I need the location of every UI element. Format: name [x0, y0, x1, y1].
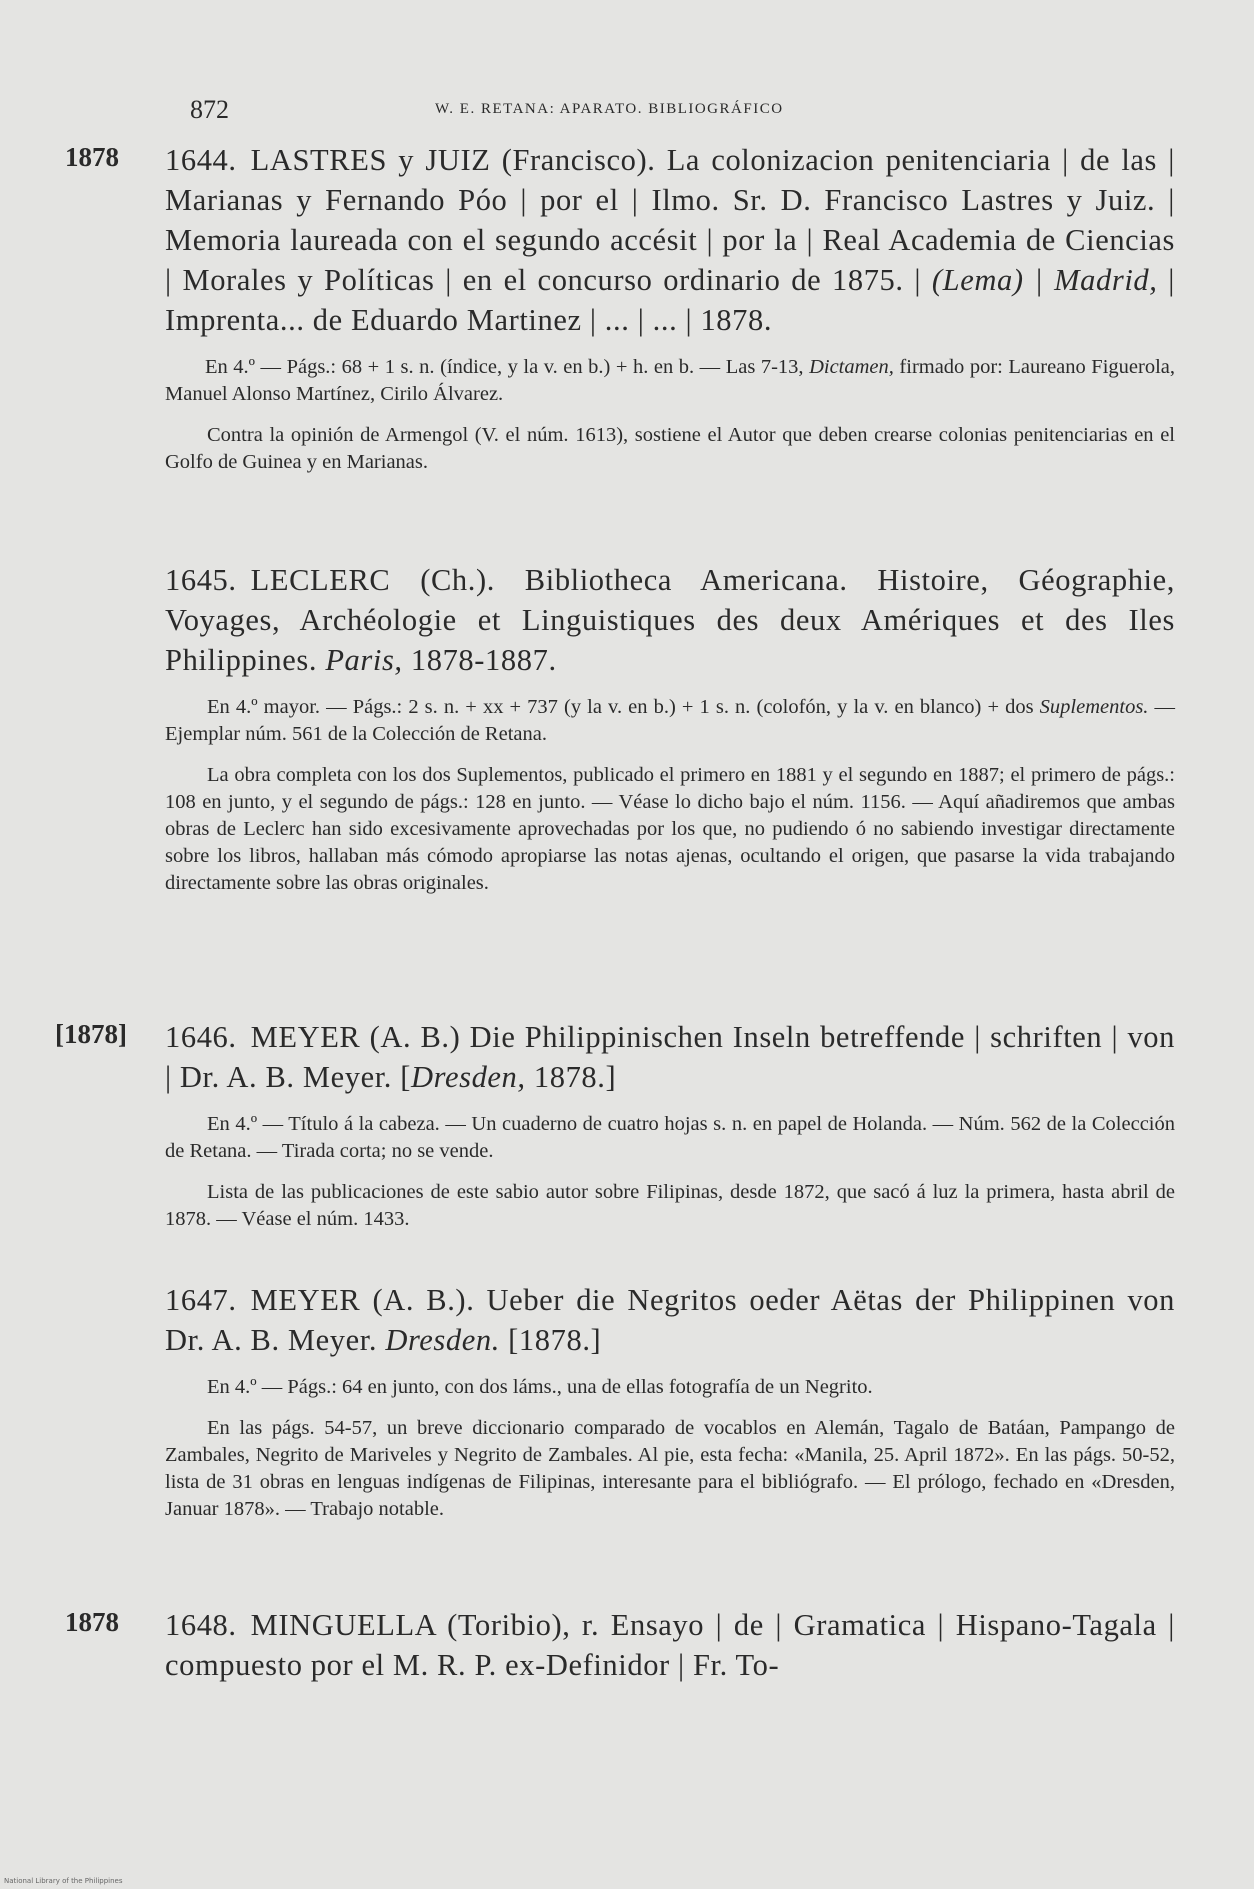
entry-title [165, 560, 1175, 680]
entry-title [165, 140, 1175, 340]
entry-title-italic: (Lema) | Madrid, [931, 263, 1158, 297]
entry-title-tail: | Imprenta... de Eduardo Martinez | ... | ... | 1878. [165, 263, 1175, 337]
entry-1645 [165, 560, 1175, 897]
entry-1646 [55, 1017, 1175, 1233]
entry-title-text: LECLERC (Ch.). Bibliotheca Americana. Histoire, Géographie, Voyages, Archéologie et Linguistiques des deux Amériques et des Iles Philippines. [165, 563, 1175, 677]
entry-1644 [65, 140, 1175, 476]
entry-number: 1644. [165, 143, 237, 177]
entry-number: 1648. [165, 1608, 237, 1642]
entry-description: En 4.º mayor. — Págs.: 2 s. n. + xx + 737 (y la v. en b.) + 1 s. n. (colofón, y la v. en blanco) + dos Suplementos. — Ejemplar núm. 561 de la Colección de Retana. [165, 696, 1176, 745]
entry-1647 [165, 1280, 1175, 1523]
entry-year: [1878] [55, 1019, 127, 1049]
entry-title-text: MEYER (A. B.). Ueber die Negritos oeder Aëtas der Philippinen von Dr. A. B. Meyer. [165, 1283, 1175, 1357]
entry-number: 1647. [165, 1283, 237, 1317]
entry-description: En 4.º — Págs.: 68 + 1 s. n. (índice, y la v. en b.) + h. en b. — Las 7-13, Dictamen, firmado por: Laureano Figuerola, Manuel Alonso Martínez, Cirilo Álvarez. [165, 356, 1175, 405]
entry-title [165, 1605, 1175, 1685]
entry-description: En 4.º — Título á la cabeza. — Un cuaderno de cuatro hojas s. n. en papel de Holanda. — Núm. 562 de la Colección de Retana. — Tirada corta; no se vende. [165, 1113, 1175, 1162]
entry-year: 1878 [65, 1607, 119, 1637]
entry-title-tail: 1878.] [525, 1060, 617, 1094]
page-number: 872 [190, 95, 229, 124]
entry-title [165, 1017, 1175, 1097]
entry-title-tail: [1878.] [499, 1323, 602, 1357]
entry-description: En 4.º — Págs.: 64 en junto, con dos láms., una de ellas fotografía de un Negrito. [207, 1376, 873, 1398]
entry-title-italic: Dresden. [385, 1323, 500, 1357]
entry-title-text: MINGUELLA (Toribio), r. Ensayo | de | Gramatica | Hispano-Tagala | compuesto por el M. R. P. ex-Definidor | Fr. To- [165, 1608, 1175, 1682]
entry-note: En las págs. 54-57, un breve diccionario comparado de vocablos en Alemán, Tagalo de Batáan, Pampango de Zambales, Negrito de Mariveles y Negrito de Zambales. Al pie, esta fecha: «Manila, 25. April 1872». En las págs. 50-52, lista de 31 obras en lenguas indígenas de Filipinas, interesante para el bibliógrafo. — El prólogo, fechado en «Dresden, Januar 1878». — Trabajo notable. [165, 1417, 1175, 1520]
entry-title-italic: Dresden, [411, 1060, 526, 1094]
entry-title-italic: Paris, [325, 643, 403, 677]
entry-title-tail: 1878-1887. [402, 643, 557, 677]
entry-title-text: MEYER (A. B.) Die Philippinischen Inseln betreffende | schriften | von | Dr. A. B. Meyer. [ [165, 1020, 1175, 1094]
scan-footer: National Library of the Philippines [4, 1877, 123, 1885]
running-title: W. E. RETANA: APARATO. BIBLIOGRÁFICO [435, 101, 784, 117]
entry-note: Contra la opinión de Armengol (V. el núm. 1613), sostiene el Autor que deben crearse colonias penitenciarias en el Golfo de Guinea y en Marianas. [165, 424, 1175, 473]
entry-note: Lista de las publicaciones de este sabio autor sobre Filipinas, desde 1872, que sacó á luz la primera, hasta abril de 1878. — Véase el núm. 1433. [165, 1181, 1175, 1230]
entry-year: 1878 [65, 142, 119, 172]
entry-title-text: LASTRES y JUIZ (Francisco). La colonizacion penitenciaria | de las | Marianas y Fernando Póo | por el | Ilmo. Sr. D. Francisco Lastres y Juiz. | Memoria laureada con el segundo accésit | por la | Real Academia de Ciencias | Morales y Políticas | en el concurso ordinario de 1875. | [165, 143, 1175, 297]
entry-number: 1645. [165, 563, 237, 597]
entry-title [165, 1280, 1175, 1360]
entry-1648 [65, 1605, 1175, 1685]
entry-number: 1646. [165, 1020, 237, 1054]
entry-note: La obra completa con los dos Suplementos, publicado el primero en 1881 y el segundo en 1887; el primero de págs.: 108 en junto, y el segundo de págs.: 128 en junto. — Véase lo dicho bajo el núm. 1156. — Aquí añadiremos que ambas obras de Leclerc han sido excesivamente aprovechadas por los que, no pudiendo ó no sabiendo investigar directamente sobre los libros, hallaban más cómodo apropiarse las notas ajenas, ocultando el origen, que pasarse la vida trabajando directamente sobre las obras originales. [165, 764, 1175, 894]
